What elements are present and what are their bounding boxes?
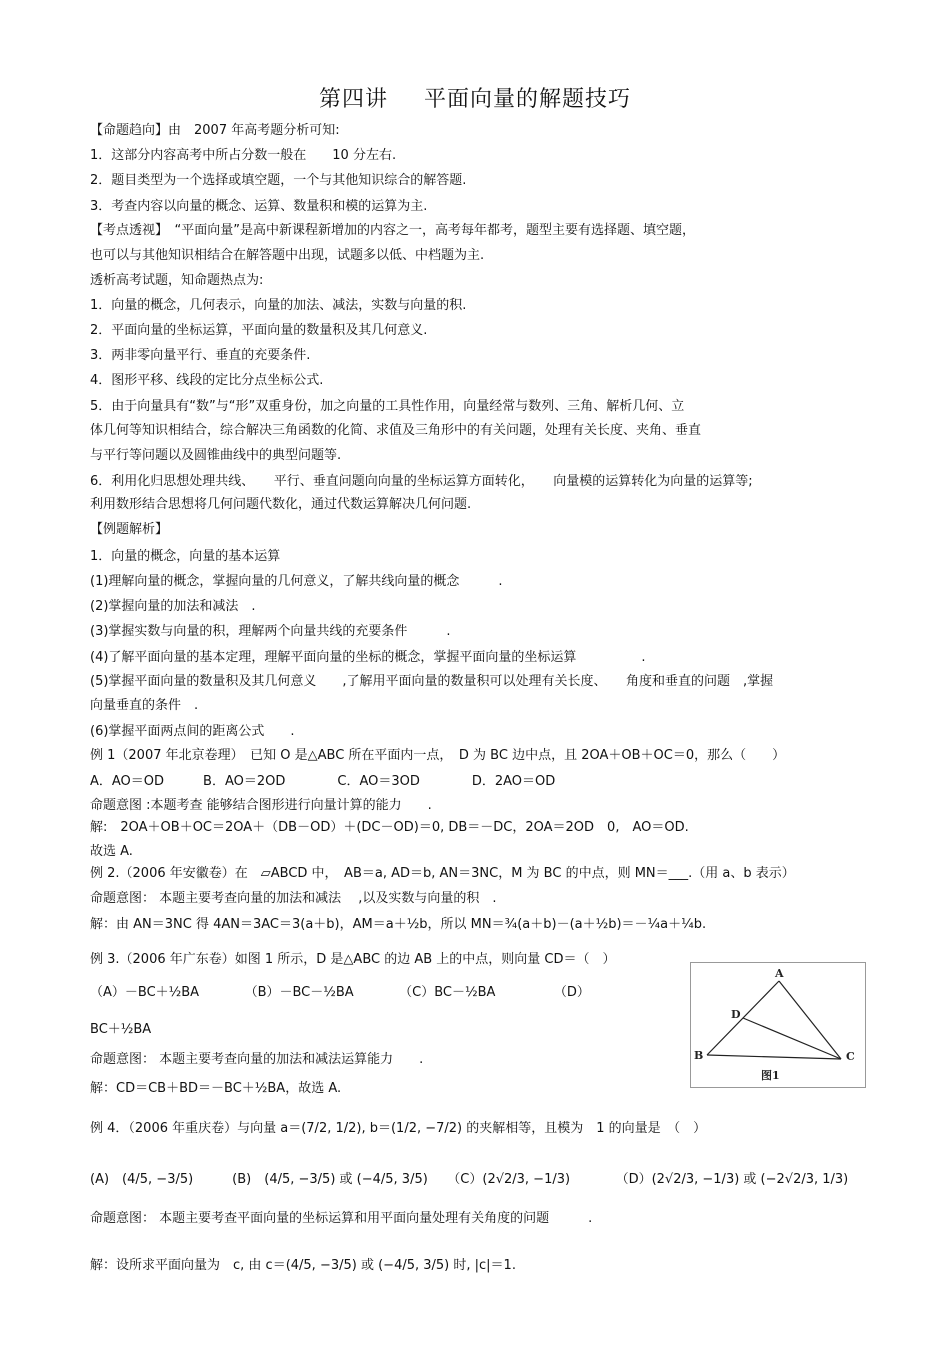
text-line: 3．两非零向量平行、垂直的充要条件. — [90, 348, 311, 363]
text-line: 也可以与其他知识相结合在解答题中出现，试题多以低、中档题为主. — [90, 248, 485, 263]
side-ac — [779, 981, 841, 1059]
side-bc — [707, 1055, 841, 1059]
label-d: D — [731, 1008, 741, 1021]
solution-line: 解: 2OA＋OB＋OC＝2OA＋（DB－OD）＋(DC－OD)＝0, DB＝－DC，2OA＝2OD 0, AO＝OD. — [90, 820, 689, 835]
text-line: (3)掌握实数与向量的积，理解两个向量共线的充要条件 . — [90, 624, 451, 639]
text-line: 5．由于向量具有“数”与“形”双重身份，加之向量的工具性作用，向量经常与数列、三角、解析几何、立 — [90, 399, 685, 414]
page-title — [0, 82, 950, 113]
example-1-options: A．AO＝OD B．AO＝2OD C．AO＝3OD D．2AO＝OD — [90, 774, 556, 789]
label-c: C — [846, 1050, 855, 1063]
text-line: 故选 A. — [90, 844, 133, 859]
text-line: 2．平面向量的坐标运算，平面向量的数量积及其几何意义. — [90, 323, 428, 338]
text-line: 1．向量的概念，几何表示，向量的加法、减法，实数与向量的积. — [90, 298, 467, 313]
text-line: 与平行等问题以及圆锥曲线中的典型问题等. — [90, 448, 342, 463]
text-line: BC＋½BA — [90, 1022, 152, 1037]
example-3-options: （A）－BC＋½BA （B）－BC－½BA （C）BC－½BA （D） — [90, 985, 590, 1000]
example-2: 例 2.（2006 年安徽卷）在 ▱ABCD 中， AB＝a, AD＝b, AN＝3NC，M 为 BC 的中点，则 MN＝___.（用 a、b 表示） — [90, 866, 795, 881]
example-3: 例 3.（2006 年广东卷）如图 1 所示，D 是△ABC 的边 AB 上的中点，则向量 CD＝（ ） — [90, 952, 616, 967]
text-line: 透析高考试题，知命题热点为: — [90, 273, 264, 288]
text-line: 向量垂直的条件 . — [90, 698, 199, 713]
solution-line: 解：由 AN＝3NC 得 4AN＝3AC＝3(a＋b)，AM＝a＋½b，所以 MN＝¾(a＋b)－(a＋½b)＝－¼a＋¼b. — [90, 917, 707, 932]
label-a: A — [775, 967, 784, 980]
text-line: 1．这部分内容高考中所占分数一般在 10 分左右. — [90, 148, 397, 163]
text-line: (5)掌握平面向量的数量积及其几何意义 ,了解用平面向量的数量积可以处理有关长度、 角度和垂直的问题 ,掌握 — [90, 674, 774, 689]
text-line: (2)掌握向量的加法和减法 . — [90, 599, 256, 614]
text-line: 1．向量的概念，向量的基本运算 — [90, 549, 281, 564]
label-b: B — [694, 1049, 704, 1062]
text-line: 命题意图： 本题主要考查向量的加法和减法运算能力 . — [90, 1052, 424, 1067]
text-line: (4)了解平面向量的基本定理，理解平面向量的坐标的概念，掌握平面向量的坐标运算 . — [90, 650, 646, 665]
segment-cd — [743, 1018, 841, 1059]
example-4: 例 4．（2006 年重庆卷）与向量 a＝(7/2, 1/2), b＝(1/2, −7/2) 的夹解相等，且模为 1 的向量是 （ ） — [90, 1121, 707, 1136]
solution-line: 解：CD＝CB＋BD＝－BC＋½BA，故选 A. — [90, 1081, 342, 1096]
text-line: 命题意图 :本题考查 能够结合图形进行向量计算的能力 . — [90, 798, 432, 813]
example-4-options: (A) (4/5, −3/5) (B) (4/5, −3/5) 或 (−4/5, 3/5) （C）(2√2/3, −1/3) （D）(2√2/3, −1/3) 或 (−2√2/3, 1/3) — [90, 1172, 849, 1187]
solution-line: 解：设所求平面向量为 c, 由 c＝(4/5, −3/5) 或 (−4/5, 3/5) 时, |c|＝1. — [90, 1258, 516, 1273]
text-line: 4．图形平移、线段的定比分点坐标公式. — [90, 373, 324, 388]
text-line: 3．考查内容以向量的概念、运算、数量积和模的运算为主. — [90, 199, 428, 214]
title-part-1: 第四讲 — [318, 87, 388, 112]
title-part-2: 平面向量的解题技巧 — [424, 87, 632, 112]
text-line: (6)掌握平面两点间的距离公式 . — [90, 724, 295, 739]
text-line: 【命题趋向】由 2007 年高考题分析可知: — [90, 123, 340, 138]
figure-caption: 图1 — [761, 1069, 780, 1082]
text-line: 【例题解析】 — [90, 522, 169, 537]
text-line: (1)理解向量的概念，掌握向量的几何意义，了解共线向量的概念 . — [90, 574, 503, 589]
triangle-figure — [690, 962, 866, 1088]
text-line: 2．题目类型为一个选择或填空题，一个与其他知识综合的解答题. — [90, 173, 467, 188]
text-line: 体几何等知识相结合，综合解决三角函数的化简、求值及三角形中的有关问题，处理有关长度、夹角、垂直 — [90, 423, 702, 438]
triangle-diagram — [691, 963, 865, 1087]
example-1: 例 1（2007 年北京卷理） 已知 O 是△ABC 所在平面内一点， D 为 BC 边中点，且 2OA＋OB＋OC＝0，那么（ ） — [90, 748, 786, 763]
text-line: 【考点透视】 “平面向量”是高中新课程新增加的内容之一，高考每年都考，题型主要有选择题、填空题， — [90, 223, 695, 238]
text-line: 命题意图： 本题主要考查向量的加法和减法 ,以及实数与向量的积 . — [90, 891, 497, 906]
text-line: 命题意图： 本题主要考查平面向量的坐标运算和用平面向量处理有关角度的问题 . — [90, 1211, 593, 1226]
text-line: 利用数形结合思想将几何问题代数化，通过代数运算解决几何问题. — [90, 497, 472, 512]
text-line: 6．利用化归思想处理共线、 平行、垂直问题向向量的坐标运算方面转化， 向量模的运算转化为向量的运算等; — [90, 474, 753, 489]
